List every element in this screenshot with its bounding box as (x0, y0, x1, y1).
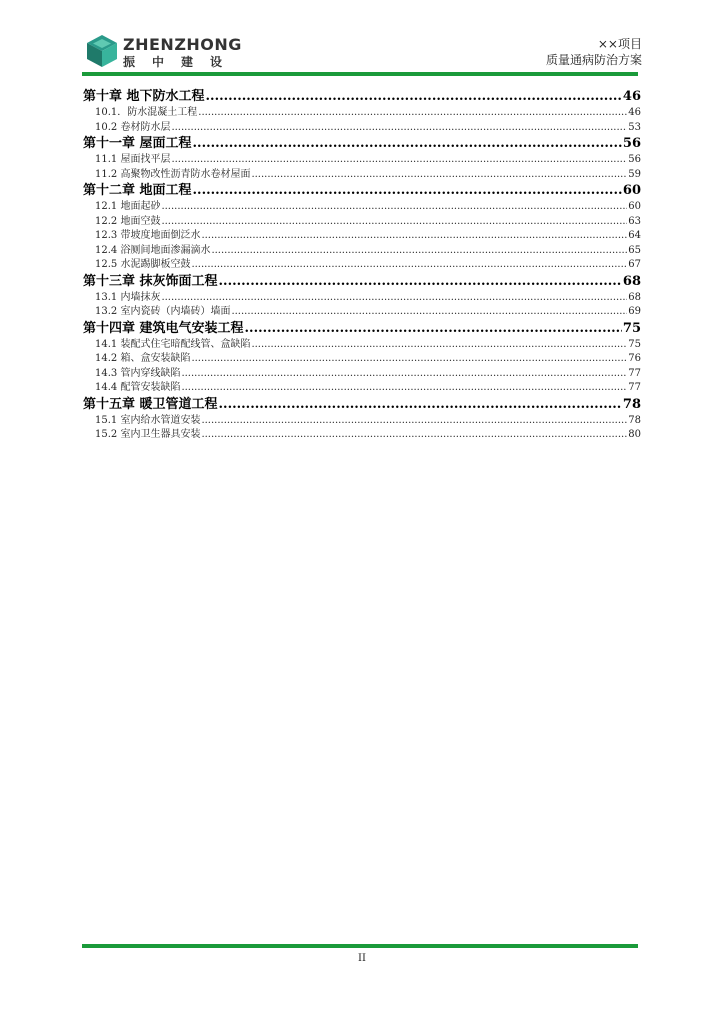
toc-entry-page: 76 (628, 353, 641, 364)
toc-entry-page: 75 (628, 338, 641, 350)
toc-leader-dots (201, 414, 627, 429)
toc-entry-title: 14.1 装配式住宅暗配线管、盒缺陷 (95, 338, 251, 350)
toc-entry-title: 第十二章 地面工程 (83, 183, 192, 198)
toc-leader-dots (251, 168, 627, 183)
toc-section-entry[interactable] (83, 200, 641, 215)
toc-entry-page: 46 (622, 89, 641, 104)
toc-chapter-entry[interactable] (83, 135, 641, 153)
project-name: ××项目 (597, 37, 642, 51)
toc-entry-page: 78 (622, 396, 641, 412)
toc-chapter-entry[interactable] (83, 396, 641, 414)
toc-leader-dots (219, 273, 622, 291)
toc-entry-title: 13.2 室内瓷砖（内墙砖）墙面 (95, 306, 231, 317)
toc-entry-title: 第十三章 抹灰饰面工程 (83, 273, 218, 289)
toc-entry-title: 14.4 配管安装缺陷 (95, 382, 181, 393)
toc-entry-page: 68 (628, 291, 641, 303)
toc-chapter-entry[interactable] (83, 320, 641, 338)
toc-leader-dots (191, 258, 627, 273)
toc-entry-page: 60 (628, 201, 641, 212)
toc-leader-dots (211, 244, 627, 259)
toc-entry-title: 12.3 带坡度地面倒泛水 (95, 230, 201, 241)
toc-entry-page: 59 (628, 168, 641, 180)
page-header (0, 0, 724, 82)
toc-chapter-entry[interactable] (83, 273, 641, 291)
toc-entry-page: 77 (628, 382, 641, 393)
cube-logo-icon (85, 34, 119, 68)
brand-cn: 振中建设 (123, 55, 240, 69)
header-divider (82, 72, 638, 76)
toc-entry-page: 63 (628, 215, 641, 227)
toc-leader-dots (171, 153, 627, 168)
toc-section-entry[interactable] (83, 258, 641, 273)
toc-entry-page: 64 (628, 230, 641, 241)
brand-name: ZHENZHONG (123, 35, 242, 54)
header-right (546, 36, 642, 68)
toc-section-entry[interactable] (83, 121, 641, 136)
toc-section-entry[interactable] (83, 153, 641, 168)
toc-entry-page: 56 (622, 136, 641, 151)
toc-leader-dots (181, 367, 627, 382)
toc-leader-dots (193, 182, 622, 200)
toc-section-entry[interactable] (83, 338, 641, 353)
toc-entry-title: 第十五章 暖卫管道工程 (83, 396, 218, 412)
toc-leader-dots (161, 200, 627, 215)
toc-section-entry[interactable] (83, 229, 641, 244)
toc-section-entry[interactable] (83, 106, 641, 121)
toc-leader-dots (161, 215, 627, 230)
toc-section-entry[interactable] (83, 414, 641, 429)
toc-leader-dots (201, 229, 627, 244)
toc-entry-page: 65 (628, 244, 641, 256)
toc-entry-page: 78 (628, 414, 641, 426)
toc-leader-dots (161, 291, 627, 306)
toc-leader-dots (219, 396, 622, 414)
toc-entry-title: 12.2 地面空鼓 (95, 215, 161, 227)
toc-section-entry[interactable] (83, 381, 641, 396)
toc-leader-dots (201, 428, 627, 443)
toc-entry-title: 12.4 浴厕间地面渗漏滴水 (95, 244, 211, 256)
brand-block (123, 36, 242, 70)
toc-entry-page: 53 (628, 121, 641, 133)
toc-section-entry[interactable] (83, 428, 641, 443)
toc-section-entry[interactable] (83, 352, 641, 367)
toc-entry-title: 11.2 高聚物改性沥青防水卷材屋面 (95, 168, 251, 180)
toc-entry-title: 10.2 卷材防水层 (95, 121, 171, 133)
toc-section-entry[interactable] (83, 168, 641, 183)
toc-entry-page: 46 (628, 107, 641, 118)
table-of-contents (83, 88, 641, 443)
toc-section-entry[interactable] (83, 305, 641, 320)
toc-entry-title: 第十章 地下防水工程 (83, 89, 205, 104)
footer-divider (82, 944, 638, 948)
toc-entry-title: 11.1 屋面找平层 (95, 154, 171, 165)
toc-entry-page: 60 (622, 183, 641, 198)
toc-entry-title: 第十四章 建筑电气安装工程 (83, 320, 244, 336)
toc-entry-title: 15.1 室内给水管道安装 (95, 414, 201, 426)
toc-leader-dots (193, 135, 622, 153)
toc-entry-page: 75 (622, 320, 641, 336)
toc-entry-title: 14.3 管内穿线缺陷 (95, 367, 181, 379)
toc-entry-page: 56 (628, 154, 641, 165)
toc-leader-dots (231, 305, 627, 320)
toc-entry-title: 12.1 地面起砂 (95, 201, 161, 212)
toc-entry-page: 80 (628, 429, 641, 440)
toc-chapter-entry[interactable] (83, 88, 641, 106)
toc-leader-dots (251, 338, 627, 353)
toc-entry-title: 第十一章 屋面工程 (83, 136, 192, 151)
toc-leader-dots (181, 381, 627, 396)
toc-leader-dots (191, 352, 627, 367)
toc-entry-title: 13.1 内墙抹灰 (95, 291, 161, 303)
toc-entry-page: 69 (628, 306, 641, 317)
page-number: II (358, 953, 366, 964)
toc-leader-dots (245, 320, 622, 338)
toc-section-entry[interactable] (83, 215, 641, 230)
doc-title: 质量通病防治方案 (545, 53, 642, 67)
toc-entry-title: 10.1．防水混凝土工程 (95, 107, 198, 118)
toc-chapter-entry[interactable] (83, 182, 641, 200)
toc-leader-dots (198, 106, 627, 121)
toc-entry-title: 14.2 箱、盒安装缺陷 (95, 353, 191, 364)
toc-section-entry[interactable] (83, 367, 641, 382)
toc-entry-title: 15.2 室内卫生器具安装 (95, 429, 201, 440)
toc-leader-dots (171, 121, 627, 136)
toc-section-entry[interactable] (83, 244, 641, 259)
toc-leader-dots (206, 88, 622, 106)
toc-entry-title: 12.5 水泥踢脚板空鼓 (95, 259, 191, 270)
toc-section-entry[interactable] (83, 291, 641, 306)
toc-entry-page: 77 (628, 367, 641, 379)
toc-entry-page: 68 (622, 273, 641, 289)
toc-entry-page: 67 (628, 259, 641, 270)
